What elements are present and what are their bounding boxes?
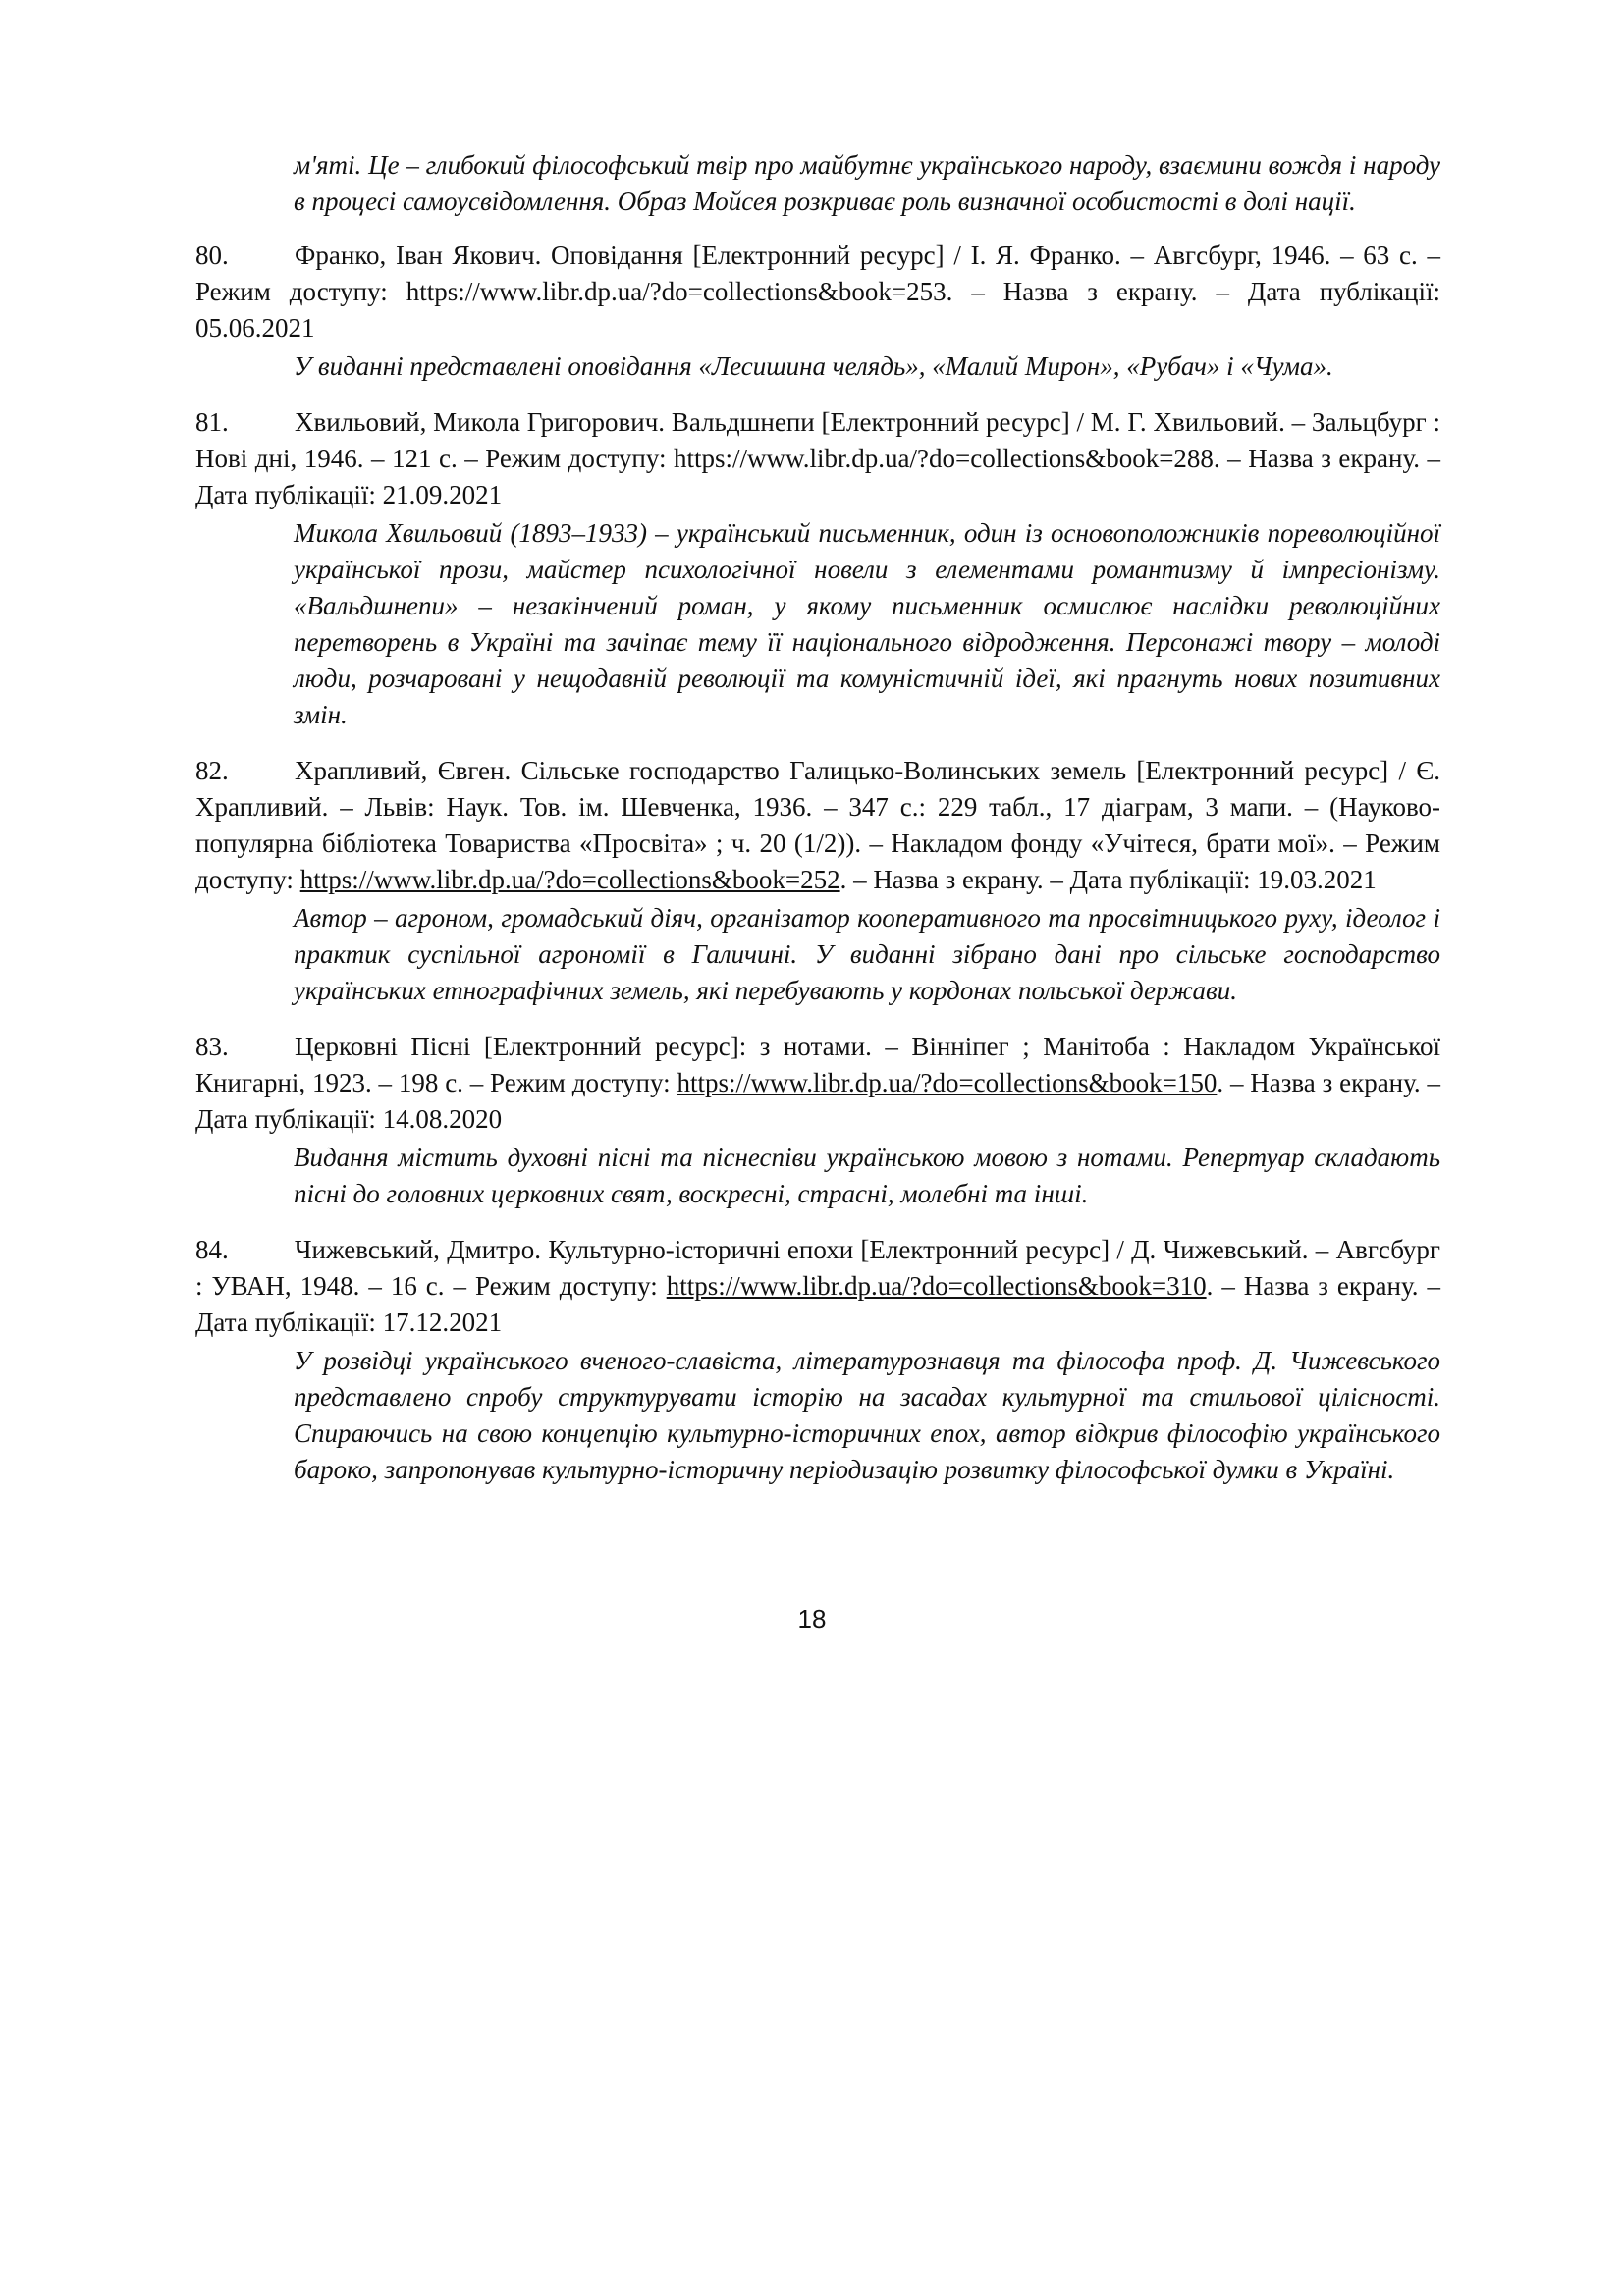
page-number: 18 bbox=[797, 1604, 827, 1633]
bibliography-entry bbox=[195, 753, 1440, 898]
entry-tail: . – Назва з екрану. – Дата публікації: 19.03.2021 bbox=[839, 865, 1377, 894]
entry-tail: . – Назва з екрану. – Дата публікації: 14.08.2020 bbox=[195, 1068, 1440, 1134]
bibliography-entry bbox=[195, 1232, 1440, 1341]
entry-text: Церковні Пісні [Електронний ресурс]: з нотами. – Вінніпег ; Манітоба : Накладом Української Книгарні, 1923. – 198 с. – Режим доступу: bbox=[195, 1032, 1440, 1097]
entry-annotation: У виданні представлені оповідання «Лесишина челядь», «Малий Мирон», «Рубач» і «Чума». bbox=[294, 351, 1333, 381]
entry-number: 82. bbox=[195, 756, 229, 785]
entry-annotation: Видання містить духовні пісні та піснеспіви українською мовою з нотами. Репертуар складають пісні до головних церковних свят, воскресні, страсні, молебні та інші. bbox=[294, 1143, 1440, 1208]
entry-text: Хвильовий, Микола Григорович. Вальдшнепи [Електронний ресурс] / М. Г. Хвильовий. – Зальцбург : Нові дні, 1946. – 121 с. – Режим доступу: https://www.libr.dp.ua/?do=collections&book=288. – Назва з екрану. – Дата публікації: 21.09.2021 bbox=[195, 407, 1440, 509]
entry-number: 81. bbox=[195, 407, 229, 437]
bibliography-entry bbox=[195, 404, 1440, 513]
entry-number: 83. bbox=[195, 1032, 229, 1061]
entry-link[interactable]: https://www.libr.dp.ua/?do=collections&book=310 bbox=[666, 1271, 1207, 1301]
entry-tail: . – Назва з екрану. – Дата публікації: 17.12.2021 bbox=[195, 1271, 1440, 1337]
entry-text: Франко, Іван Якович. Оповідання [Електронний ресурс] / І. Я. Франко. – Авгсбург, 1946. – 63 с. – Режим доступу: https://www.libr.dp.ua/?do=collections&book=253. – Назва з екрану. – Дата публікації: 05.06.2021 bbox=[195, 240, 1440, 343]
entry-number: 84. bbox=[195, 1235, 229, 1264]
entry-number: 80. bbox=[195, 240, 229, 270]
bibliography-entry bbox=[195, 1029, 1440, 1138]
entry-annotation: Микола Хвильовий (1893–1933) – український письменник, один із основоположників пореволюційної української прози, майстер психологічної новели з елементами романтизму й імпресіонізму. «Вальдшнепи» – незакінчений роман, у якому письменник осмислює наслідки революційних перетворень в Україні та зачіпає тему її національного відродження. Персонажі твору – молоді люди, розчаровані у нещодавній революції та комуністичній ідеї, які прагнуть нових позитивних змін. bbox=[294, 518, 1440, 729]
document-page bbox=[195, 147, 1440, 1488]
entry-annotation: Автор – агроном, громадський діяч, організатор кооперативного та просвітницького руху, ідеолог і практик суспільної агрономії в Галичині. У виданні зібрано дані про сільське господарство українських етнографічних земель, які перебувають у кордонах польської держави. bbox=[294, 903, 1440, 1005]
entry-link[interactable]: https://www.libr.dp.ua/?do=collections&book=252 bbox=[299, 865, 840, 894]
entry-link[interactable]: https://www.libr.dp.ua/?do=collections&book=150 bbox=[677, 1068, 1218, 1097]
entry-annotation-continued: м'яті. Це – глибокий філософський твір про майбутнє українського народу, взаємини вождя і народу в процесі самоусвідомлення. Образ Мойсея розкриває роль визначної особистості в долі нації. bbox=[294, 150, 1440, 216]
bibliography-entry bbox=[195, 238, 1440, 347]
entry-text: Храпливий, Євген. Сільське господарство Галицько-Волинських земель [Електронний ресурс] / Є. Храпливий. – Львів: Наук. Тов. ім. Шевченка, 1936. – 347 с.: 229 табл., 17 діаграм, 3 мапи. – (Науково-популярна бібліотека Товариства «Просвіта» ; ч. 20 (1/2)). – Накладом фонду «Учітеся, брати мої». – Режим доступу: bbox=[195, 756, 1440, 894]
entry-text: Чижевський, Дмитро. Культурно-історичні епохи [Електронний ресурс] / Д. Чижевський. – Авгсбург : УВАН, 1948. – 16 с. – Режим доступу: bbox=[195, 1235, 1440, 1301]
entry-annotation: У розвідці українського вченого-славіста, літературознавця та філософа проф. Д. Чижевського представлено спробу структурувати історію на засадах культурної та стильової цілісності. Спираючись на свою концепцію культурно-історичних епох, автор відкрив філософію українського бароко, запропонував культурно-історичну періодизацію розвитку філософської думки в Україні. bbox=[294, 1346, 1440, 1484]
